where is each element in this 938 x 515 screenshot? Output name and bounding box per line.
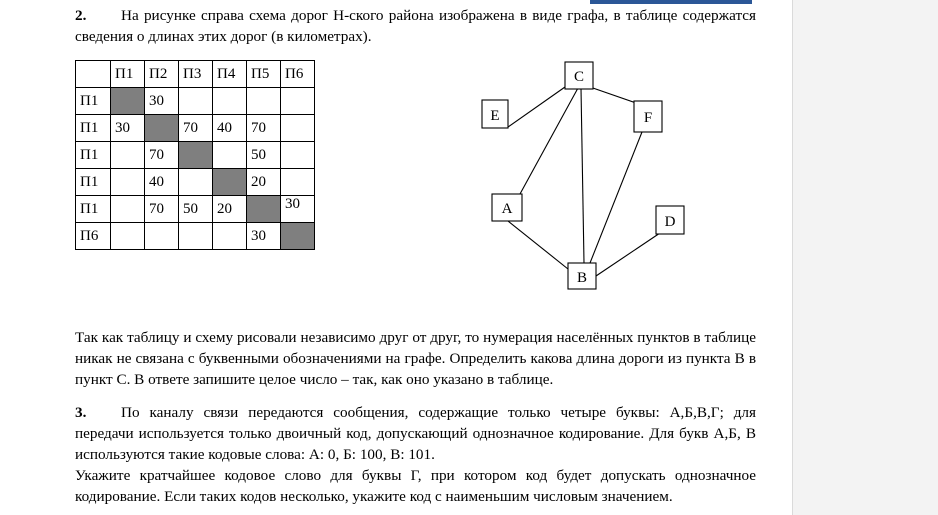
table-cell: [111, 223, 145, 250]
table-cell: [111, 169, 145, 196]
table-row: [76, 115, 315, 142]
distance-table: [75, 60, 315, 250]
table-cell: [179, 88, 213, 115]
table-header-cell: П6: [281, 61, 315, 88]
diagonal-cell: [111, 88, 145, 115]
graph-node-c: [565, 62, 593, 89]
row-label: П1: [76, 169, 111, 196]
table-cell: 70: [179, 115, 213, 142]
node-label: C: [573, 69, 585, 85]
task3-question: Укажите кратчайшее кодовое слово для буквы Г, при котором код будет допускать однозначное кодирование. Если таких кодов несколько, укажите код с наименьшим числовым значением.: [75, 467, 756, 505]
table-header-cell: П4: [213, 61, 247, 88]
table-cell: [281, 115, 315, 142]
node-label: D: [664, 214, 676, 230]
task2-question: Так как таблицу и схему рисовали независимо друг от друг, то нумерация населённых пунктов в таблице никак не связана с буквенными обозначениями на графе. Определить какова длина дороги из пункта В в пункт С. В ответе запишите целое число – так, как оно указано в таблице.: [75, 329, 756, 388]
row-label: П1: [76, 142, 111, 169]
node-label: E: [490, 108, 500, 124]
table-cell: [281, 88, 315, 115]
table-header-cell: П1: [111, 61, 145, 88]
graph-node-d: [656, 206, 684, 234]
table-cell: [111, 142, 145, 169]
table-header-cell: П2: [145, 61, 179, 88]
row-label: П1: [76, 196, 111, 223]
accent-bar: [590, 0, 752, 4]
table-cell: [179, 169, 213, 196]
node-label: A: [501, 201, 513, 217]
table-cell: 40: [213, 115, 247, 142]
table-cell: 20: [247, 169, 281, 196]
table-row: [76, 223, 315, 250]
diagonal-cell: [145, 115, 179, 142]
edge-c-a: [520, 88, 578, 194]
table-cell: [145, 223, 179, 250]
task3-body: По каналу связи передаются сообщения, содержащие только четыре буквы: А,Б,В,Г; для передачи используется только двоичный код, допускающий однозначное кодирование. Для букв А,Б, В используются такие кодовые слова: А: 0, Б: 100, В: 101.: [75, 404, 756, 463]
table-row: [76, 196, 315, 223]
table-cell: [281, 142, 315, 169]
table-cell: 30: [247, 223, 281, 250]
table-cell: 50: [247, 142, 281, 169]
table-cell: 40: [145, 169, 179, 196]
table-cell: 70: [247, 115, 281, 142]
edge-c-b: [581, 88, 584, 263]
task3-number: 3.: [75, 404, 87, 421]
table-cell: [213, 88, 247, 115]
table-cell: 50: [179, 196, 213, 223]
node-label: B: [576, 270, 588, 286]
diagonal-cell: [247, 196, 281, 223]
table-cell: 70: [145, 196, 179, 223]
table-row: [76, 169, 315, 196]
table-row: [76, 142, 315, 169]
edge-a-b: [508, 221, 568, 269]
table-row: [76, 88, 315, 115]
table-cell: 70: [145, 142, 179, 169]
diagonal-cell: [213, 169, 247, 196]
task2-intro: [75, 5, 756, 47]
task3-text: [75, 402, 756, 465]
graph-node-a: [492, 194, 522, 221]
row-label: П6: [76, 223, 111, 250]
table-header-cell: П5: [247, 61, 281, 88]
task2-number: 2.: [75, 7, 87, 24]
edge-f-b: [590, 132, 642, 263]
table-cell: [213, 223, 247, 250]
task2-intro-text: На рисунке справа схема дорог Н-ского района изображена в виде графа, в таблице содержатся сведения о длинах этих дорог (в километрах).: [75, 7, 756, 45]
table-cell: [111, 196, 145, 223]
edge-d-b: [596, 233, 660, 276]
table-header-row: [76, 61, 315, 88]
diagonal-cell: [179, 142, 213, 169]
table-cell: 30: [111, 115, 145, 142]
row-label: П1: [76, 88, 111, 115]
road-graph: [470, 55, 700, 295]
table-cell: [76, 61, 111, 88]
table-cell: [179, 223, 213, 250]
table-cell: [213, 142, 247, 169]
table-cell: 30: [281, 196, 315, 223]
edge-c-e: [508, 87, 565, 127]
edge-c-f: [590, 87, 636, 103]
table-cell: 20: [213, 196, 247, 223]
node-label: F: [643, 110, 653, 126]
graph-node-e: [482, 100, 508, 128]
diagonal-cell: [281, 223, 315, 250]
table-cell: 30: [145, 88, 179, 115]
row-label: П1: [76, 115, 111, 142]
graph-node-b: [568, 263, 596, 289]
graph-node-f: [634, 101, 662, 132]
table-header-cell: П3: [179, 61, 213, 88]
table-cell: [281, 169, 315, 196]
document-gutter: [792, 0, 938, 515]
table-cell: [247, 88, 281, 115]
